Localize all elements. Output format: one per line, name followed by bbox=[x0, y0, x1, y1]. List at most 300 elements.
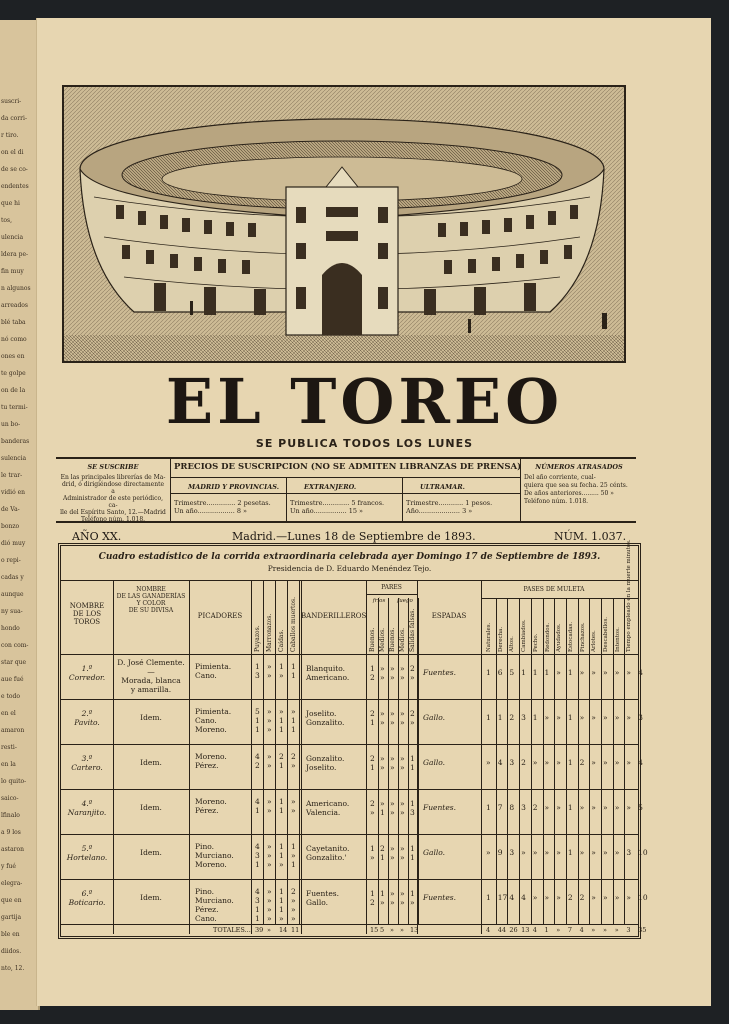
table-rule bbox=[301, 580, 302, 934]
header-pases-col: Arlotes. bbox=[591, 630, 598, 652]
row-pases-value: » bbox=[591, 758, 596, 767]
row-pases-value: 3 bbox=[626, 848, 632, 857]
table-rule bbox=[189, 580, 190, 934]
previous-page-text: e todo bbox=[1, 693, 20, 700]
row-pares-value: 1 bbox=[370, 718, 375, 727]
row-espada: Gallo. bbox=[423, 713, 446, 722]
table-rule bbox=[543, 598, 544, 924]
row-espada: Fuentes. bbox=[423, 803, 456, 812]
row-picadores-value: 1 bbox=[255, 716, 260, 725]
previous-page-text: tu termi- bbox=[1, 404, 28, 411]
subscribe-heading: SE SUSCRIBE bbox=[87, 463, 139, 471]
row-picadores-value: 2 bbox=[279, 752, 284, 761]
row-picadores-value: » bbox=[267, 707, 272, 716]
issue-date: Madrid.—Lunes 18 de Septiembre de 1893. bbox=[232, 530, 476, 543]
table-rule bbox=[566, 598, 567, 924]
table-rule bbox=[61, 744, 638, 745]
row-picadores-value: » bbox=[291, 896, 296, 905]
row-pares-value: 1 bbox=[410, 889, 415, 898]
row-picadores: Pino. Murciano. Pérez. Cano. bbox=[195, 887, 234, 923]
previous-page-text: le trar- bbox=[1, 472, 23, 479]
row-toro: 6.º Boticario. bbox=[68, 889, 106, 907]
row-picadores-value: » bbox=[279, 860, 284, 869]
previous-page-text: da corri- bbox=[1, 115, 27, 122]
previous-page-text: diidos. bbox=[1, 948, 22, 955]
previous-page-text: on el di bbox=[1, 149, 24, 156]
row-pares-value: » bbox=[390, 799, 395, 808]
previous-page-text: dió muy bbox=[1, 540, 26, 547]
row-toro: 5.º Hortelano. bbox=[66, 844, 108, 862]
row-pases-value: 1 bbox=[567, 803, 573, 812]
row-pares-value: » bbox=[410, 718, 415, 727]
row-picadores-value: 1 bbox=[279, 761, 284, 770]
header-pases-col: Cambiados. bbox=[521, 619, 528, 652]
previous-page-text: o repi- bbox=[1, 557, 21, 564]
row-pases-value: » bbox=[579, 803, 585, 812]
row-pares-value: » bbox=[390, 763, 395, 772]
header-pases-col: Pinchazos. bbox=[579, 622, 586, 652]
table-rule bbox=[61, 789, 638, 790]
row-picadores-value: 1 bbox=[279, 842, 284, 851]
row-picadores-value: 1 bbox=[279, 725, 284, 734]
row-pares-value: » bbox=[400, 664, 405, 673]
row-pases-value: » bbox=[532, 758, 538, 767]
row-pases-value: 6 bbox=[497, 668, 503, 677]
row-picadores-value: 3 bbox=[255, 671, 260, 680]
totals-pares-value: 5 bbox=[380, 926, 385, 934]
row-pares-value: 1 bbox=[370, 844, 375, 853]
row-picadores-value: » bbox=[291, 707, 296, 716]
row-pases-value: » bbox=[603, 803, 608, 812]
back-issues-heading: NÚMEROS ATRASADOS bbox=[535, 463, 623, 471]
row-picadores-value: 1 bbox=[255, 860, 260, 869]
header-picadores: PICADORES bbox=[197, 612, 243, 620]
previous-page-text: resti- bbox=[1, 744, 17, 751]
row-pares-value: 2 bbox=[410, 709, 415, 718]
previous-page-text: astaron bbox=[1, 846, 24, 853]
row-banderilleros: Blanquito. Americano. bbox=[306, 664, 350, 682]
header-picadores-col: Caídas. bbox=[278, 629, 285, 652]
table-title: Cuadro estadístico de la corrida extraordinaria celebrada ayer Domingo 17 de Septiembre de 1893. bbox=[98, 552, 601, 562]
row-picadores: Moreno. Pérez. bbox=[195, 752, 227, 770]
totals-pases-value: 7 bbox=[567, 926, 573, 934]
back-issues-line: De años anteriores......... 50 » bbox=[524, 490, 614, 497]
table-rule bbox=[61, 834, 638, 835]
row-pases-value: 1 bbox=[521, 668, 526, 677]
subscribe-info bbox=[60, 463, 166, 523]
back-issues-line: Del año corriente, cual- bbox=[524, 474, 596, 481]
row-picadores-value: 1 bbox=[255, 905, 260, 914]
table-rule bbox=[366, 594, 417, 595]
table-rule bbox=[418, 598, 419, 924]
prices-title: PRECIOS DE SUSCRIPCION (NO SE ADMITEN LIBRANZAS DE PRENSA) bbox=[174, 462, 522, 472]
row-pases-value: 2 bbox=[579, 893, 585, 902]
row-picadores-value: » bbox=[267, 716, 272, 725]
row-picadores-value: 4 bbox=[255, 842, 260, 851]
totals-label: TOTALES... bbox=[213, 926, 251, 934]
row-ganaderia: Idem. bbox=[140, 758, 162, 767]
totals-pases-value: 44 bbox=[497, 926, 506, 934]
previous-page-text: de se co- bbox=[1, 166, 28, 173]
row-pases-value: » bbox=[486, 758, 491, 767]
row-banderilleros: Joselito. Gonzalito. bbox=[306, 709, 345, 727]
row-pares-value: 1 bbox=[380, 808, 385, 817]
row-pases-value: » bbox=[591, 893, 596, 902]
row-picadores: Pino. Murciano. Moreno. bbox=[195, 842, 234, 869]
header-pares-col: Buenos. bbox=[389, 627, 396, 652]
previous-page-text: sulencia bbox=[1, 455, 27, 462]
zone-price: Un año................ 15 » bbox=[290, 507, 364, 515]
row-pares-value: » bbox=[380, 799, 385, 808]
subscribe-line: Teléfono núm. 1.018. bbox=[80, 516, 146, 523]
header-picadores-col: Puyazos. bbox=[254, 625, 261, 652]
row-pares-value: 1 bbox=[410, 844, 415, 853]
totals-pases-value: 13 bbox=[521, 926, 530, 934]
totals-pares-value: 15 bbox=[370, 926, 379, 934]
row-pases-value: » bbox=[532, 893, 538, 902]
row-pases-value: » bbox=[603, 758, 608, 767]
row-ganaderia: Idem. bbox=[140, 803, 162, 812]
previous-page-text: que en bbox=[1, 897, 22, 904]
row-pases-value: 5 bbox=[509, 668, 515, 677]
row-pases-value: » bbox=[614, 893, 620, 902]
table-rule bbox=[61, 699, 638, 700]
row-picadores-value: 3 bbox=[255, 851, 260, 860]
row-pases-value: » bbox=[614, 668, 620, 677]
row-picadores-value: 3 bbox=[255, 896, 260, 905]
row-picadores-value: 1 bbox=[279, 851, 284, 860]
back-issues-line: quiera que sea su fecha. 25 cénts. bbox=[524, 482, 628, 489]
totals-pares-value: » bbox=[390, 926, 394, 934]
subscribe-line: drid, ó dirigiéndose directamente a bbox=[61, 481, 165, 495]
header-frios: fríos bbox=[372, 598, 386, 604]
row-picadores-value: » bbox=[267, 887, 272, 896]
row-pares-value: 1 bbox=[410, 799, 415, 808]
header-pases-col: Tiempo empleado en la muerte minutos. bbox=[626, 539, 633, 652]
row-pares-value: » bbox=[390, 808, 395, 817]
header-ganaderia: NOMBRE DE LAS GANADERÍAS Y COLOR DE SU DIVISA bbox=[116, 586, 186, 614]
previous-page-text: r tiro. bbox=[1, 132, 19, 139]
subscribe-line: Administrador de este periódico, ca- bbox=[63, 495, 163, 509]
row-pases-value: » bbox=[544, 893, 550, 902]
previous-page-text: saico- bbox=[1, 795, 19, 802]
row-picadores-value: 1 bbox=[279, 797, 284, 806]
row-picadores-value: » bbox=[279, 671, 284, 680]
row-pases-value: » bbox=[544, 758, 550, 767]
row-pares-value: » bbox=[380, 718, 385, 727]
row-pases-value: » bbox=[544, 713, 550, 722]
row-pases-value: 4 bbox=[497, 758, 503, 767]
previous-page-text: fin muy bbox=[1, 268, 24, 275]
header-pases-col: Altos. bbox=[509, 636, 516, 652]
row-pases-value: 4 bbox=[521, 893, 526, 902]
previous-page-text: elegra- bbox=[1, 880, 23, 887]
row-pases-value: » bbox=[556, 713, 561, 722]
statistics-table bbox=[58, 539, 648, 939]
row-picadores-value: » bbox=[291, 797, 296, 806]
totals-picadores-value: 39 bbox=[255, 926, 264, 934]
header-picadores-col: Caballos muertos. bbox=[290, 596, 297, 652]
row-pares-value: » bbox=[380, 709, 385, 718]
row-picadores-value: » bbox=[267, 896, 272, 905]
header-pases-col: Intentos. bbox=[614, 627, 621, 652]
issue-year: AÑO XX. bbox=[72, 530, 122, 543]
table-rule bbox=[61, 924, 638, 925]
row-picadores-value: 1 bbox=[291, 662, 296, 671]
previous-page-text: en la bbox=[1, 761, 16, 768]
row-pases-value: » bbox=[579, 848, 585, 857]
totals-pases-value: » bbox=[614, 926, 619, 934]
row-pases-value: 1 bbox=[567, 848, 573, 857]
row-pares-value: » bbox=[410, 673, 415, 682]
table-rule bbox=[61, 580, 638, 581]
header-picadores-col: Marronazos. bbox=[266, 613, 273, 652]
row-picadores-value: » bbox=[279, 707, 284, 716]
row-pares-value: 1 bbox=[380, 853, 385, 862]
totals-picadores-value: » bbox=[267, 926, 271, 934]
totals-pares-value: » bbox=[400, 926, 404, 934]
previous-page-text: suscri- bbox=[1, 98, 22, 105]
table-rule bbox=[275, 580, 276, 924]
previous-page-text: bonzo bbox=[1, 523, 20, 530]
previous-page-text: a 9 los bbox=[1, 829, 21, 836]
header-banderilleros: BANDERILLEROS bbox=[301, 612, 367, 620]
previous-page-text: aue fué bbox=[1, 676, 24, 683]
previous-page-text: endentes bbox=[1, 183, 29, 190]
row-pases-value: 7 bbox=[497, 803, 503, 812]
row-pases-value: 4 bbox=[638, 668, 643, 677]
row-pares-value: » bbox=[390, 889, 395, 898]
row-pases-value: 1 bbox=[544, 668, 550, 677]
previous-page-text: hondo bbox=[1, 625, 20, 632]
row-espada: Fuentes. bbox=[423, 668, 456, 677]
row-pases-value: » bbox=[614, 758, 620, 767]
row-picadores-value: » bbox=[267, 914, 272, 923]
previous-page-text: star que bbox=[1, 659, 27, 666]
row-pases-value: » bbox=[591, 803, 596, 812]
row-pares-value: » bbox=[390, 709, 395, 718]
previous-page-text: ones en bbox=[1, 353, 25, 360]
totals-pases-value: 26 bbox=[509, 926, 518, 934]
row-pases-value: » bbox=[521, 848, 526, 857]
previous-page-text: nó como bbox=[1, 336, 27, 343]
row-picadores-value: » bbox=[291, 761, 296, 770]
table-rule bbox=[263, 580, 264, 924]
table-rule bbox=[481, 598, 638, 599]
row-picadores-value: » bbox=[291, 806, 296, 815]
header-pases: PASES DE MULETA bbox=[523, 586, 585, 593]
row-pares-value: » bbox=[390, 718, 395, 727]
row-banderilleros: Fuentes. Gallo. bbox=[306, 889, 339, 907]
row-toro: 1.º Corredor. bbox=[68, 664, 106, 682]
row-pases-value: » bbox=[614, 848, 620, 857]
row-picadores-value: 1 bbox=[255, 806, 260, 815]
row-pases-value: » bbox=[556, 803, 561, 812]
row-pares-value: 2 bbox=[370, 799, 375, 808]
row-pases-value: » bbox=[603, 668, 608, 677]
totals-pases-value: » bbox=[603, 926, 607, 934]
row-picadores-value: 2 bbox=[255, 761, 260, 770]
header-pases-col: Pecho. bbox=[532, 633, 539, 652]
table-rule bbox=[578, 598, 579, 924]
header-pares-col: Salidas falsas. bbox=[409, 608, 416, 652]
header-pases-col: Redondos. bbox=[544, 622, 551, 652]
row-pases-value: 9 bbox=[497, 848, 503, 857]
table-rule bbox=[531, 598, 532, 924]
row-pares-value: » bbox=[400, 808, 405, 817]
row-picadores-value: » bbox=[267, 671, 272, 680]
row-pares-value: 1 bbox=[410, 763, 415, 772]
row-pares-value: 2 bbox=[370, 673, 375, 682]
totals-pases-value: 4 bbox=[532, 926, 537, 934]
row-pases-value: 1 bbox=[567, 713, 573, 722]
previous-page-text: de Va- bbox=[1, 506, 20, 513]
row-pases-value: 1 bbox=[532, 668, 538, 677]
row-picadores: Pimienta. Cano. Moreno. bbox=[195, 707, 232, 734]
totals-pases-value: 4 bbox=[486, 926, 491, 934]
previous-page-text: nto, 12. bbox=[1, 965, 25, 972]
row-pares-value: » bbox=[400, 898, 405, 907]
back-issues-info bbox=[524, 463, 634, 506]
row-pases-value: » bbox=[603, 713, 608, 722]
row-pases-value: » bbox=[626, 758, 631, 767]
row-pases-value: » bbox=[556, 668, 561, 677]
previous-page-text: ldera pe- bbox=[1, 251, 29, 258]
row-pares-value: » bbox=[410, 898, 415, 907]
table-subtitle: Presidencia de D. Eduardo Menéndez Tejo. bbox=[267, 564, 432, 573]
header-pases-col: Descabellos. bbox=[603, 616, 609, 652]
header-pases-col: Naturales. bbox=[486, 622, 492, 652]
row-pases-value: » bbox=[544, 803, 550, 812]
row-pares-value: » bbox=[380, 754, 385, 763]
row-pases-value: 2 bbox=[509, 713, 515, 722]
previous-page-text: con com- bbox=[1, 642, 29, 649]
totals-pases-value: 35 bbox=[638, 926, 647, 934]
masthead-title: EL TOREO bbox=[165, 365, 564, 438]
row-pases-value: » bbox=[579, 713, 585, 722]
table-rule bbox=[366, 580, 367, 934]
row-espada: Gallo. bbox=[423, 758, 446, 767]
zone-price: Trimestre.............. 2 pesetas. bbox=[174, 499, 271, 507]
row-pases-value: » bbox=[626, 668, 631, 677]
previous-page-edge bbox=[0, 20, 40, 1010]
bullring-engraving bbox=[62, 85, 626, 363]
row-pares-value: » bbox=[390, 898, 395, 907]
row-pares-value: 2 bbox=[370, 898, 375, 907]
row-pares-value: 2 bbox=[370, 709, 375, 718]
row-picadores-value: » bbox=[267, 797, 272, 806]
row-pases-value: » bbox=[556, 758, 561, 767]
header-pares-col: Buenos. bbox=[369, 627, 376, 652]
totals-pares-value: 13 bbox=[410, 926, 419, 934]
row-pases-value: » bbox=[626, 713, 631, 722]
row-pases-value: 2 bbox=[521, 758, 526, 767]
previous-page-text: n algunos bbox=[1, 285, 31, 292]
header-fuego: fuego bbox=[397, 598, 413, 604]
table-rule bbox=[251, 580, 252, 934]
totals-pases-value: 3 bbox=[626, 926, 631, 934]
row-picadores-value: 1 bbox=[279, 896, 284, 905]
header-pares-col: Medios. bbox=[399, 627, 406, 652]
row-pases-value: » bbox=[556, 848, 561, 857]
row-pases-value: 1 bbox=[567, 758, 573, 767]
row-pares-value: » bbox=[400, 853, 405, 862]
bullring-illustration-icon bbox=[64, 87, 624, 361]
row-picadores-value: 1 bbox=[279, 716, 284, 725]
previous-page-text: y fué bbox=[1, 863, 16, 870]
row-pases-value: » bbox=[591, 668, 596, 677]
previous-page-text: blé taba bbox=[1, 319, 26, 326]
previous-page-text: on de la bbox=[1, 387, 26, 394]
row-pases-value: 10 bbox=[638, 893, 648, 902]
header-espadas: ESPADAS bbox=[431, 612, 467, 620]
zone-price: Trimestre............. 5 francos. bbox=[290, 499, 385, 507]
row-pases-value: » bbox=[626, 803, 631, 812]
row-pares-value: » bbox=[380, 664, 385, 673]
row-pases-value: 4 bbox=[638, 758, 643, 767]
row-pares-value: » bbox=[400, 754, 405, 763]
header-pares-col: Medios. bbox=[379, 627, 386, 652]
row-banderilleros: Gonzalito. Joselito. bbox=[306, 754, 345, 772]
row-ganaderia: D. José Clemente. — Morada, blanca y amarilla. bbox=[117, 658, 185, 694]
row-pares-value: 3 bbox=[410, 808, 415, 817]
previous-page-text: que hi bbox=[1, 200, 20, 207]
row-picadores-value: 1 bbox=[255, 914, 260, 923]
previous-page-text: vidió en bbox=[1, 489, 26, 496]
row-picadores-value: » bbox=[279, 914, 284, 923]
row-picadores-value: 2 bbox=[291, 752, 296, 761]
row-pares-value: 1 bbox=[410, 754, 415, 763]
row-picadores-value: 2 bbox=[291, 887, 296, 896]
row-pares-value: » bbox=[390, 754, 395, 763]
row-pases-value: » bbox=[579, 668, 585, 677]
row-picadores-value: » bbox=[291, 905, 296, 914]
subscription-box bbox=[56, 457, 636, 523]
previous-page-text: un bo- bbox=[1, 421, 21, 428]
row-pares-value: » bbox=[400, 844, 405, 853]
table-rule bbox=[299, 580, 300, 924]
row-pases-value: » bbox=[486, 848, 491, 857]
totals-pases-value: » bbox=[556, 926, 561, 934]
previous-page-text: amaron bbox=[1, 727, 25, 734]
row-pases-value: 1 bbox=[486, 803, 491, 812]
row-pares-value: 2 bbox=[370, 754, 375, 763]
previous-page-text: lfinalo bbox=[1, 812, 20, 819]
row-pases-value: 1 bbox=[486, 668, 491, 677]
row-picadores-value: 4 bbox=[255, 797, 260, 806]
row-pases-value: 4 bbox=[509, 893, 515, 902]
table-rule bbox=[601, 598, 602, 924]
totals-pases-value: » bbox=[591, 926, 596, 934]
row-pases-value: » bbox=[626, 893, 631, 902]
row-pares-value: 2 bbox=[380, 844, 385, 853]
totals-picadores-value: 11 bbox=[291, 926, 300, 934]
row-pares-value: » bbox=[370, 808, 375, 817]
table-rule bbox=[496, 598, 497, 924]
row-pares-value: » bbox=[380, 763, 385, 772]
previous-page-text: cadas y bbox=[1, 574, 24, 581]
row-pares-value: » bbox=[400, 799, 405, 808]
row-toro: 4.º Naranjito. bbox=[67, 799, 107, 817]
zone-price: Trimestre............ 1 pesos. bbox=[406, 499, 493, 507]
previous-page-text: gartija bbox=[1, 914, 22, 921]
header-pases-col: Ayudados. bbox=[556, 623, 563, 652]
previous-page-text: ulencia bbox=[1, 234, 24, 241]
row-picadores-value: 1 bbox=[291, 842, 296, 851]
table-rule bbox=[287, 580, 288, 924]
row-pases-value: 8 bbox=[509, 803, 515, 812]
row-pases-value: » bbox=[591, 848, 596, 857]
